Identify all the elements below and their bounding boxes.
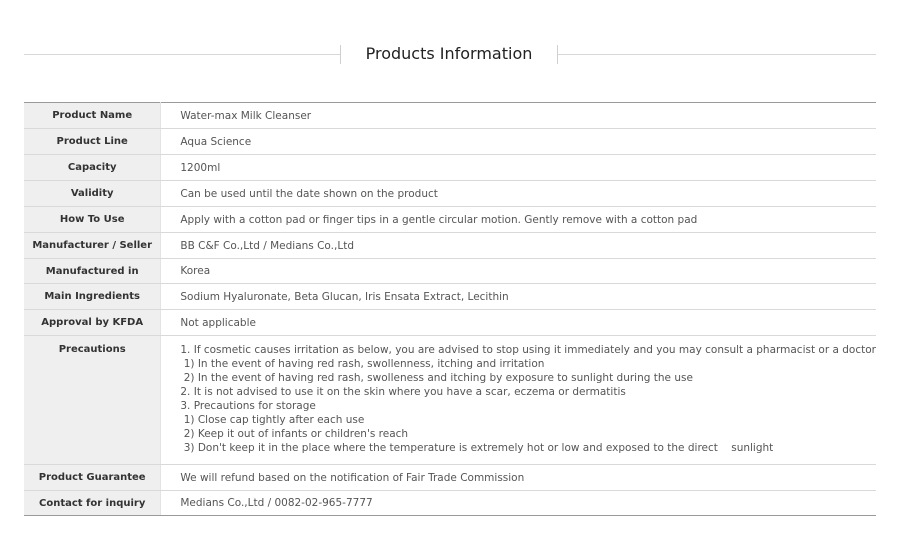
label-product-guarantee: Product Guarantee: [24, 465, 161, 491]
section-heading: [24, 40, 876, 70]
label-product-name: Product Name: [24, 103, 161, 129]
value-product-guarantee: We will refund based on the notification of Fair Trade Commission: [161, 465, 876, 491]
value-precautions: [161, 336, 876, 465]
heading-rule-left: [24, 54, 340, 55]
value-product-line: Aqua Science: [161, 129, 876, 155]
precaution-line: 1) In the event of having red rash, swollenness, itching and irritation: [180, 358, 545, 370]
label-main-ingredients: Main Ingredients: [24, 284, 161, 310]
value-manufactured-in: Korea: [161, 259, 876, 284]
label-product-line: Product Line: [24, 129, 161, 155]
label-precautions: Precautions: [24, 336, 161, 465]
precautions-list: [180, 343, 876, 455]
value-validity: Can be used until the date shown on the product: [161, 181, 876, 207]
label-capacity: Capacity: [24, 155, 161, 181]
row-product-guarantee: [24, 465, 876, 491]
precaution-line: 2) In the event of having red rash, swolleness and itching by exposure to sunlight during the use: [180, 372, 693, 384]
row-manufacturer: [24, 233, 876, 259]
precaution-line: 2) Keep it out of infants or children's reach: [180, 428, 409, 440]
row-manufactured-in: [24, 259, 876, 284]
row-precautions: [24, 336, 876, 465]
row-main-ingredients: [24, 284, 876, 310]
value-manufacturer: BB C&F Co.,Ltd / Medians Co.,Ltd: [161, 233, 876, 259]
row-capacity: [24, 155, 876, 181]
section-title: Products Information: [365, 44, 533, 63]
precaution-line: 2. It is not advised to use it on the skin where you have a scar, eczema or dermatitis: [180, 386, 626, 398]
precaution-line: 3. Precautions for storage: [180, 400, 316, 412]
precaution-line: 1. If cosmetic causes irritation as below, you are advised to stop using it immediately and you may consult a pharmacist or a doctor: [180, 344, 876, 356]
label-approval: Approval by KFDA: [24, 310, 161, 336]
value-contact: Medians Co.,Ltd / 0082-02-965-7777: [161, 491, 876, 516]
precaution-line: 1) Close cap tightly after each use: [180, 414, 365, 426]
row-approval: [24, 310, 876, 336]
row-how-to-use: [24, 207, 876, 233]
label-manufactured-in: Manufactured in: [24, 259, 161, 284]
label-how-to-use: How To Use: [24, 207, 161, 233]
value-capacity: 1200ml: [161, 155, 876, 181]
row-product-line: [24, 129, 876, 155]
row-contact: [24, 491, 876, 516]
value-main-ingredients: Sodium Hyaluronate, Beta Glucan, Iris Ensata Extract, Lecithin: [161, 284, 876, 310]
heading-rule-right: [558, 54, 876, 55]
value-product-name: Water-max Milk Cleanser: [161, 103, 876, 129]
product-info-table: [24, 102, 876, 516]
value-how-to-use: Apply with a cotton pad or finger tips in a gentle circular motion. Gently remove with a cotton pad: [161, 207, 876, 233]
label-manufacturer: Manufacturer / Seller: [24, 233, 161, 259]
row-validity: [24, 181, 876, 207]
row-product-name: [24, 103, 876, 129]
precaution-line: 3) Don't keep it in the place where the temperature is extremely hot or low and exposed to the direct sunlight: [180, 442, 774, 454]
value-approval: Not applicable: [161, 310, 876, 336]
label-contact: Contact for inquiry: [24, 491, 161, 516]
label-validity: Validity: [24, 181, 161, 207]
